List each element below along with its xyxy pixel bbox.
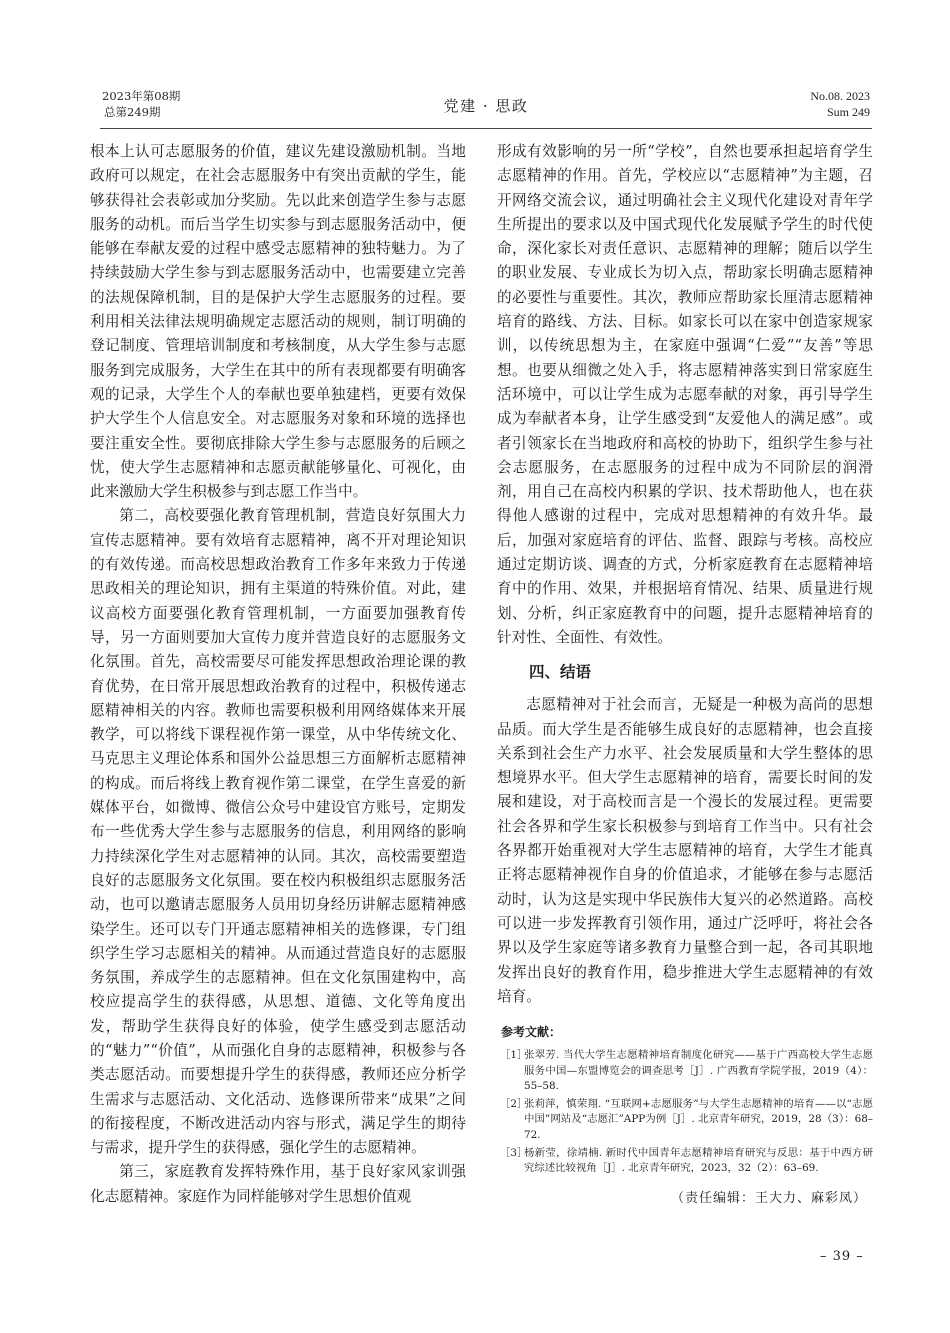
- body-paragraph: 第三，家庭教育发挥特殊作用，基于良好家风家训强化志愿精神。家庭作为同样能够对学生思想价值观: [90, 1163, 466, 1205]
- right-column: [497, 140, 873, 1206]
- reference-text: 张莉萍，慎荣翔. “互联网+志愿服务”与大学生志愿精神的培育——以“志愿中国”网站及“志愿汇”APP为例［J］. 北京青年研究，2019，28（3）：68–72.: [524, 1097, 873, 1142]
- body-paragraph: 第二，高校要强化教育管理机制，营造良好氛围大力宣传志愿精神。要有效培育志愿精神，离不开对理论知识的有效传递。而高校思想政治教育工作多年来致力于传递思政相关的理论知识，拥有主渠道的特殊价值。对此，建议高校方面要强化教育管理机制，一方面要加强教育传导，另一方面则要加大宣传力度并营造良好的志愿服务文化氛围。首先，高校需要尽可能发挥思想政治理论课的教育优势，在日常开展思想政治教育的过程中，积极传递志愿精神相关的内容。教师也需要积极利用网络媒体来开展教学，可以将线下课程视作第一课堂，从中华传统文化、马克思主义理论体系和国外公益思想三方面解析志愿精神的构成。而后将线上教育视作第二课堂，在学生喜爱的新媒体平台，如微博、微信公众号中建设官方账号，定期发布一些优秀大学生参与志愿服务的信息，利用网络的影响力持续深化学生对志愿精神的认同。其次，高校需要塑造良好的志愿服务文化氛围。要在校内积极组织志愿服务活动，也可以邀请志愿服务人员用切身经历讲解志愿精神感染学生。还可以专门开通志愿精神相关的选修课，专门组织学生学习志愿相关的精神。从而通过营造良好的志愿服务氛围，养成学生的志愿精神。但在文化氛围建构中，高校应提高学生的获得感，从思想、道德、文化等角度出发，帮助学生获得良好的体验，使学生感受到志愿活动的“魅力”“价值”，从而强化自身的志愿精神，积极参与各类志愿活动。而要想提升学生的获得感，教师还应分析学生需求与志愿活动、文化活动、选修课所带来“成果”之间的衔接程度，不断改进活动内容与形式，满足学生的期待与需求，提升学生的获得感，强化学生的志愿精神。: [90, 507, 466, 1157]
- total-issue-number: 总第249期: [104, 105, 161, 119]
- reference-text: 杨新莹，徐靖楠. 新时代中国青年志愿精神培育研究与反思：基于中西方研究综述比较视角［J］. 北京青年研究，2023，32（2）：63–69.: [524, 1146, 873, 1175]
- reference-item: [497, 1146, 873, 1177]
- reference-text: 张翠芳. 当代大学生志愿精神培育制度化研究——基于广西高校大学生志愿服务中国—东盟博览会的调查思考［J］. 广西教育学院学报，2019（4）：55–58.: [524, 1049, 873, 1093]
- body-paragraph: 根本上认可志愿服务的价值，建议先建设激励机制。当地政府可以规定，在社会志愿服务中有突出贡献的学生，能够获得社会表彰或加分奖励。先以此来创造学生参与志愿服务的动机。而后当学生切实参与到志愿服务活动中，便能够在奉献友爱的过程中感受志愿精神的独特魅力。为了持续鼓励大学生参与到志愿服务活动中，也需要建立完善的法规保障机制，目的是保护大学生志愿服务的过程。要利用相关法律法规明确规定志愿活动的规则，制订明确的登记制度、管理培训制度和考核制度，从大学生参与志愿服务到完成服务，大学生在其中的所有表现都要有明确客观的记录，大学生个人的奉献也要单独建档，更要有效保护大学生个人信息安全。对志愿服务对象和环境的选择也要注重安全性。要彻底排除大学生参与志愿服务的后顾之忧，使大学生志愿精神和志愿贡献能够量化、可视化，由此来激励大学生积极参与到志愿工作当中。: [90, 143, 466, 501]
- section-heading: 四、结语: [529, 663, 592, 682]
- issue-number: 2023年第08期: [102, 89, 181, 103]
- page-header: [100, 88, 872, 124]
- reference-item: [497, 1048, 873, 1095]
- body-paragraph: 志愿精神对于社会而言，无疑是一种极为高尚的思想品质。而大学生是否能够生成良好的志愿精神，也会直接关系到社会生产力水平、社会发展质量和大学生整体的思想境界水平。但大学生志愿精神的培育，需要长时间的发展和建设，对于高校而言是一个漫长的发展过程。更需要社会各界和学生家长积极参与到培育工作当中。只有社会各界都开始重视对大学生志愿精神的培育，大学生才能真正将志愿精神视作自身的价值追求，才能够在参与志愿活动时，认为这是实现中华民族伟大复兴的必然道路。高校可以进一步发挥教育引领作用，通过广泛呼吁，将社会各界以及学生家庭等诸多教育力量整合到一起，各司其职地发挥出良好的教育作用，稳步推进大学生志愿精神的有效培育。: [497, 696, 873, 1005]
- page-number: – 39 –: [820, 1249, 864, 1264]
- body-paragraph: 形成有效影响的另一所“学校”，自然也要承担起培育学生志愿精神的作用。首先，学校应以“志愿精神”为主题，召开网络交流会议，通过明确社会主义现代化建设对青年学生所提出的要求以及中国式现代化发展赋予学生的时代使命，深化家长对责任意识、志愿精神的理解；随后以学生的职业发展、专业成长为切入点，帮助家长明确志愿精神的必要性与重要性。其次，教师应帮助家长厘清志愿精神培育的路线、方法、目标。如家长可以在家中创造家规家训，以传统思想为主，在家庭中强调“仁爱”“友善”等思想。也要从细微之处入手，将志愿精神落实到日常家庭生活环境中，可以让学生成为志愿奉献的对象，再引导学生成为奉献者本身，让学生感受到“友爱他人的满足感”。或者引领家长在当地政府和高校的协助下，组织学生参与社会志愿服务，在志愿服务的过程中成为不同阶层的润滑剂，用自己在高校内积累的学识、技术帮助他人，也在获得他人感谢的过程中，完成对思想精神的有效升华。最后，加强对家庭培育的评估、监督、跟踪与考核。高校应通过定期访谈、调查的方式，分析家庭教育在志愿精神培育中的作用、效果，并根据培育情况、结果、质量进行规划、分析，纠正家庭教育中的问题，提升志愿精神培育的针对性、全面性、有效性。: [497, 143, 873, 646]
- reference-item: [497, 1097, 873, 1144]
- references-heading: 参考文献：: [501, 1025, 562, 1040]
- reference-number: ［1］: [500, 1049, 528, 1062]
- total-issue-english: Sum 249: [826, 105, 870, 119]
- reference-number: ［3］: [500, 1146, 528, 1159]
- issue-number-english: No.08. 2023: [810, 89, 870, 103]
- issue-info-english: [810, 88, 870, 120]
- responsible-editor: （责任编辑：王大力、麻彩凤）: [670, 1190, 867, 1206]
- column-title: 党建 · 思政: [443, 97, 529, 115]
- reference-number: ［2］: [500, 1097, 528, 1110]
- references-list: [497, 1048, 873, 1177]
- header-divider: [100, 128, 872, 129]
- left-column: [90, 140, 466, 1209]
